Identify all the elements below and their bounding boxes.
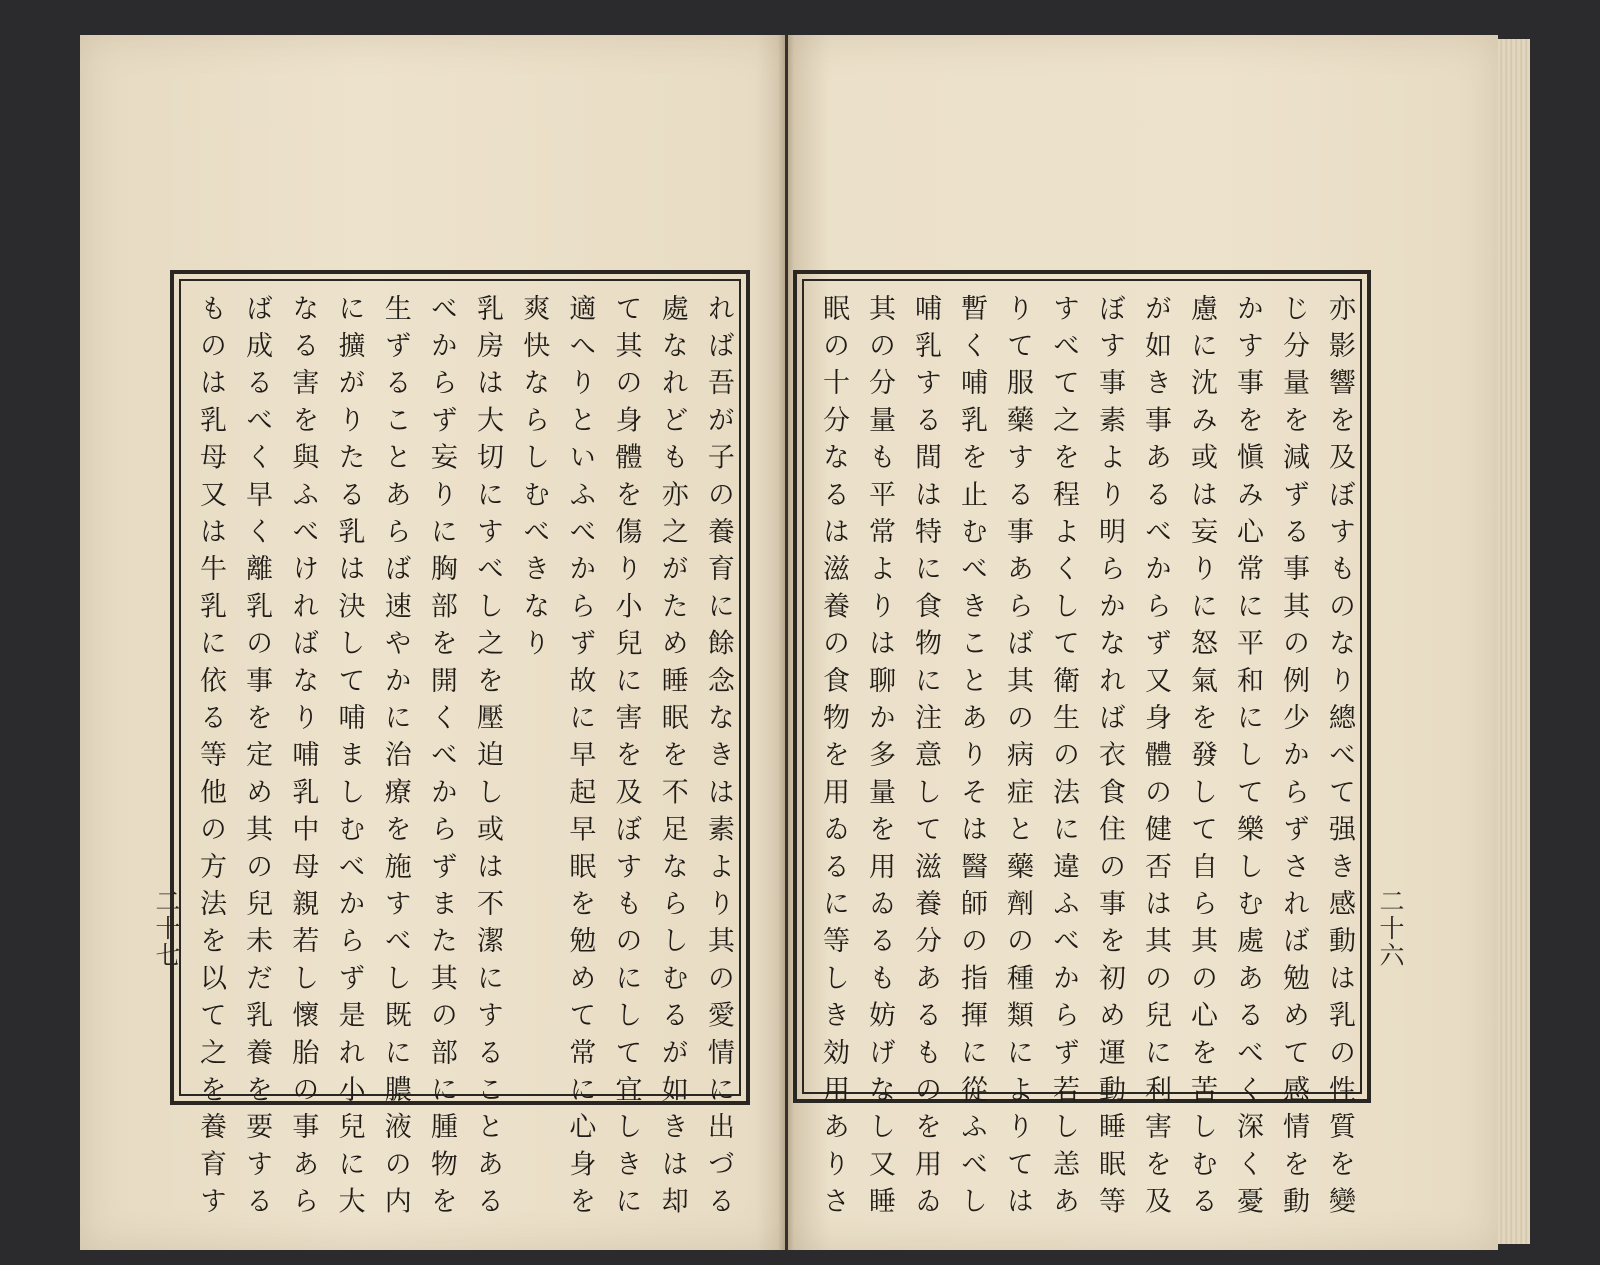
- text-column: べからず妄りに胸部を開くべからずまた其の部に腫物を: [425, 294, 457, 1224]
- text-column: 哺乳する間は特に食物に注意して滋養分あるものを用ゐ: [910, 294, 941, 1224]
- text-column: ものは乳母又は牛乳に依る等他の方法を以て之を養育す: [195, 294, 226, 1224]
- text-column: て其の身體を傷り小兒に害を及ぼすものにして宜しきに: [610, 294, 642, 1224]
- text-column: 眠の十分なるは滋養の食物を用ゐるに等しき効用ありさ: [818, 294, 849, 1224]
- page-edges: [1498, 39, 1530, 1244]
- book-spine: [778, 35, 794, 1250]
- text-column: 爽快ならしむべきなり: [518, 294, 550, 666]
- left-text-columns: [188, 294, 734, 1225]
- text-column: 生ずることあらば速やかに治療を施すべし既に膿液の内: [379, 294, 411, 1224]
- right-text-columns: [811, 294, 1355, 1225]
- text-column: 適へりといふべからず故に早起早眠を勉めて常に心身を: [564, 294, 596, 1225]
- text-column: すべて之を程よくして衛生の法に違ふべからず若し恙あ: [1048, 294, 1079, 1225]
- page-number-left: 二十七: [152, 888, 181, 969]
- text-column: 慮に沈み或は妄りに怒氣を發して自ら其の心を苦しむる: [1186, 294, 1217, 1225]
- text-column: なる害を與ふべければなり哺乳中母親若し懷胎の事あら: [287, 294, 319, 1224]
- text-column: が如き事あるべからず又身體の健否は其の兒に利害を及: [1140, 294, 1171, 1224]
- text-column: に擴がりたる乳は決して哺ましむべからず是れ小兒に大: [333, 294, 365, 1224]
- text-column: 處なれども亦之がため睡眠を不足ならしむるが如きは却: [656, 294, 688, 1224]
- text-column: 亦影響を及ぼすものなり總べて强き感動は乳の性質を變: [1324, 294, 1355, 1224]
- text-column: 暫く哺乳を止むべきことありそは醫師の指揮に從ふべし: [956, 294, 987, 1224]
- text-column: 其の分量も平常よりは聊か多量を用ゐるも妨げなし又睡: [864, 294, 895, 1224]
- text-column: ば成るべく早く離乳の事を定め其の兒未だ乳養を要する: [241, 294, 273, 1224]
- text-column: りて服藥する事あらば其の病症と藥劑の種類によりては: [1002, 294, 1033, 1224]
- text-column: 乳房は大切にすべし之を壓迫し或は不潔にすることある: [472, 294, 504, 1224]
- right-text-frame: [793, 270, 1371, 1225]
- page-number-right: 二十六: [1376, 888, 1405, 969]
- text-column: れば吾が子の養育に餘念なきは素より其の愛情に出づる: [702, 294, 734, 1225]
- text-column: かす事を愼み心常に平和にして樂しむ處あるべく深く憂: [1232, 294, 1263, 1225]
- text-column: じ分量を減ずる事其の例少からずされば勉めて感情を動: [1278, 294, 1309, 1224]
- left-text-frame: [170, 270, 750, 1225]
- text-column: ぼす事素より明らかなれば衣食住の事を初め運動睡眠等: [1094, 294, 1125, 1224]
